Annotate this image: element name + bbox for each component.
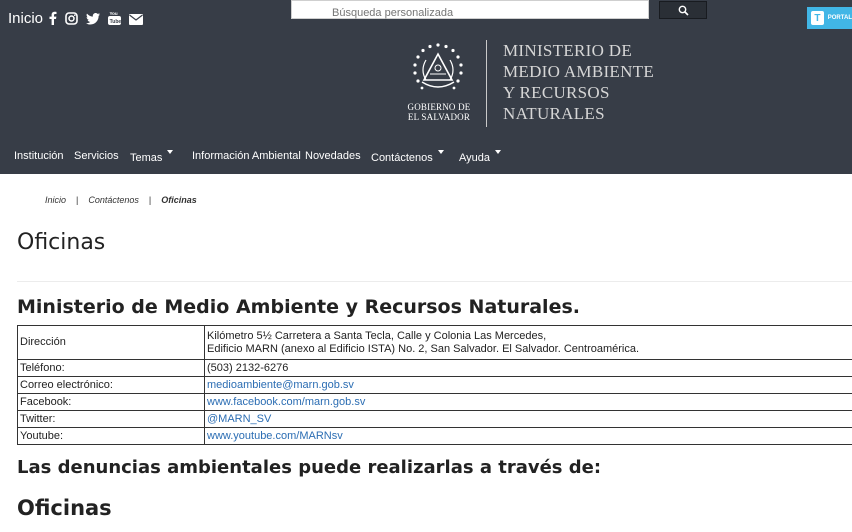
facebook-link[interactable]: www.facebook.com/marn.gob.sv — [207, 395, 366, 408]
row-label: Teléfono: — [18, 360, 205, 377]
header-divider — [486, 40, 487, 127]
government-label: GOBIERNO DE EL SALVADOR — [407, 102, 471, 122]
chevron-down-icon — [167, 150, 173, 154]
row-label: Facebook: — [18, 394, 205, 411]
nav-item-institucion[interactable]: Institución — [14, 150, 64, 162]
nav-item-temas[interactable]: Temas — [130, 150, 173, 164]
search-input[interactable] — [292, 5, 648, 22]
ministry-line: Y RECURSOS — [503, 83, 610, 102]
phone-value: (503) 2132-6276 — [205, 360, 852, 377]
search-button[interactable] — [659, 1, 707, 19]
table-row — [18, 411, 852, 428]
coat-of-arms-logo — [408, 40, 468, 100]
ministry-name[interactable] — [503, 40, 654, 124]
ministry-line: MEDIO AMBIENTE — [503, 62, 655, 81]
title-divider — [17, 281, 852, 282]
ministry-line: MINISTERIO DE — [503, 41, 633, 60]
twitter-link[interactable]: @MARN_SV — [207, 412, 272, 425]
svg-text:Tube: Tube — [109, 19, 121, 25]
nav-item-servicios[interactable]: Servicios — [74, 150, 119, 162]
row-label: Twitter: — [18, 411, 205, 428]
address-value: Kilómetro 5½ Carretera a Santa Tecla, Calle y Colonia Las Mercedes, Edificio MARN (anexo al Edificio ISTA) No. 2, San Salvador. El Salvador. Centroamérica. — [205, 326, 852, 360]
instagram-icon[interactable] — [65, 10, 78, 29]
table-row — [18, 377, 852, 394]
portal-label: PORTAL — [827, 15, 852, 21]
chevron-down-icon — [438, 150, 444, 154]
breadcrumb — [45, 195, 197, 205]
section-title: Ministerio de Medio Ambiente y Recursos Naturales. — [17, 296, 580, 318]
nav-item-ayuda[interactable]: Ayuda — [459, 150, 501, 164]
breadcrumb-item-inicio[interactable]: Inicio — [45, 195, 67, 205]
table-row — [18, 394, 852, 411]
contact-table — [17, 325, 852, 445]
site-header — [0, 0, 852, 174]
nav-item-contactenos[interactable]: Contáctenos — [371, 150, 444, 164]
nav-item-novedades[interactable]: Novedades — [305, 150, 361, 162]
youtube-icon[interactable] — [108, 10, 121, 29]
portal-transparencia-button[interactable] — [807, 7, 852, 29]
breadcrumb-separator: | — [76, 195, 79, 205]
complaints-heading: Las denuncias ambientales puede realizarlas a través de: — [17, 457, 602, 478]
main-nav — [0, 144, 852, 170]
facebook-icon[interactable] — [48, 10, 57, 29]
row-label: Youtube: — [18, 428, 205, 445]
breadcrumb-separator: | — [148, 195, 152, 205]
search-icon — [678, 1, 689, 20]
svg-text:You: You — [109, 11, 118, 16]
breadcrumb-item-current: Oficinas — [161, 195, 197, 205]
page-title: Oficinas — [17, 230, 106, 255]
row-label: Dirección — [18, 326, 205, 360]
twitter-icon[interactable] — [86, 10, 100, 29]
table-row — [18, 360, 852, 377]
ministry-line: NATURALES — [503, 104, 605, 123]
table-row — [18, 326, 852, 360]
youtube-link[interactable]: www.youtube.com/MARNsv — [207, 429, 343, 442]
offices-heading: Oficinas — [17, 496, 112, 520]
table-row — [18, 428, 852, 445]
email-link[interactable]: medioambiente@marn.gob.sv — [207, 378, 354, 391]
email-icon[interactable] — [129, 10, 143, 29]
breadcrumb-item-contactenos[interactable]: Contáctenos — [88, 195, 139, 205]
portal-icon: T — [811, 11, 824, 25]
row-label: Correo electrónico: — [18, 377, 205, 394]
search-box — [291, 0, 649, 19]
social-links — [48, 10, 143, 29]
chevron-down-icon — [495, 150, 501, 154]
home-link[interactable]: Inicio — [8, 10, 44, 27]
nav-item-informacion-ambiental[interactable]: Información Ambiental — [192, 150, 301, 162]
